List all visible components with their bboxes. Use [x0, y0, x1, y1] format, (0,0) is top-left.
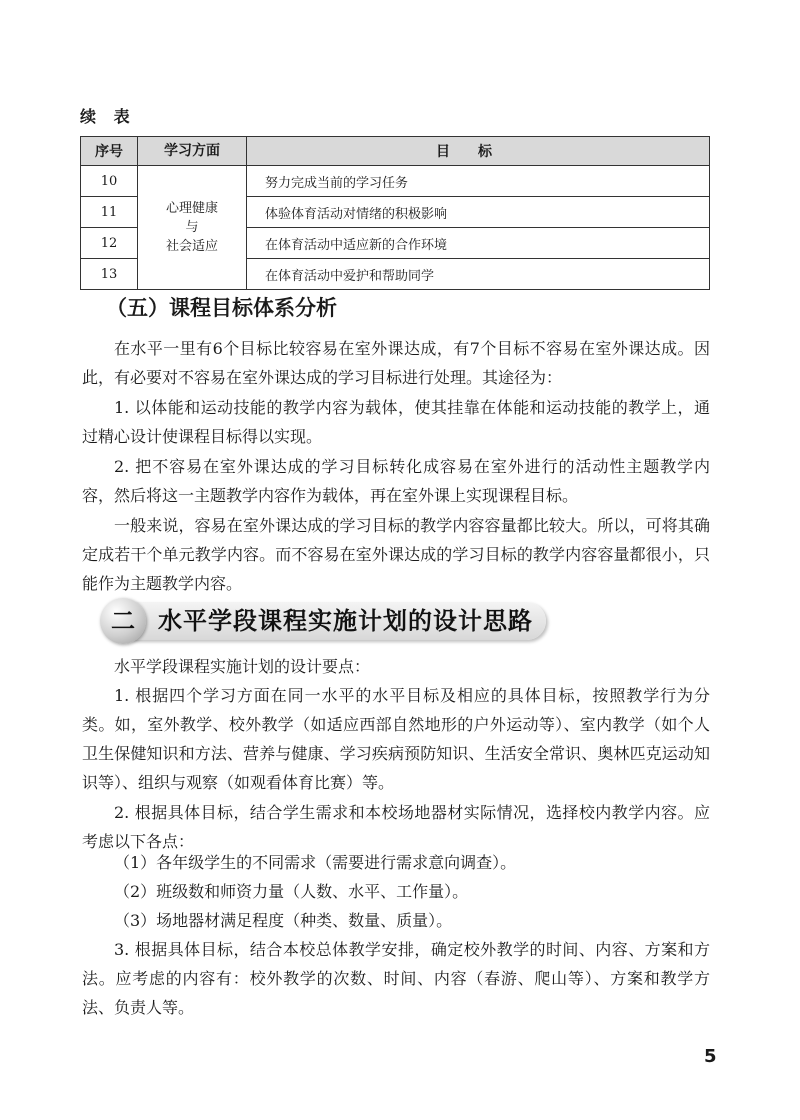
chapter-number: 二 — [100, 598, 146, 644]
paragraph: 1. 根据四个学习方面在同一水平的水平目标及相应的具体目标，按照教学行为分类。如，室外教学、校外教学（如适应西部自然地形的户外运动等）、室内教学（如个人卫生保健知识和方法、营养与健康、学习疾病预防知识、生活安全常识、奥林匹克运动知识等）、组织与观察（如观看体育比赛）等。 — [82, 686, 710, 792]
paragraph: 一般来说，容易在室外课达成的学习目标的教学内容容量都比较大。所以，可将其确定成若干个单元教学内容。而不容易在室外课达成的学习目标的教学内容容量都很小，只能作为主题教学内容。 — [82, 516, 710, 593]
row-number: 13 — [81, 259, 138, 290]
chapter-banner — [100, 598, 550, 644]
paragraph: 1. 以体能和运动技能的教学内容为载体，使其挂靠在体能和运动技能的教学上，通过精心设计使课程目标得以实现。 — [82, 398, 710, 446]
area-line: 心理健康 — [165, 201, 218, 216]
list-item: （2）班级数和师资力量（人数、水平、工作量）。 — [114, 882, 469, 901]
header-number: 序号 — [81, 137, 138, 166]
list-item: （1）各年级学生的不同需求（需要进行需求意向调查）。 — [114, 853, 517, 872]
row-goal: 在体育活动中爱护和帮助同学 — [247, 259, 710, 290]
row-goal: 努力完成当前的学习任务 — [247, 166, 710, 197]
paragraph: 2. 把不容易在室外课达成的学习目标转化成容易在室外进行的活动性主题教学内容，然后将这一主题教学内容作为载体，再在室外课上实现课程目标。 — [82, 457, 710, 505]
chapter-title: 水平学段课程实施计划的设计思路 — [158, 607, 533, 635]
row-number: 12 — [81, 228, 138, 259]
row-number: 11 — [81, 197, 138, 228]
paragraph: 在水平一里有6个目标比较容易在室外课达成，有7个目标不容易在室外课达成。因此，有必要对不容易在室外课达成的学习目标进行处理。其途径为： — [82, 339, 710, 387]
table-caption: 续 表 — [80, 107, 136, 126]
row-goal: 在体育活动中适应新的合作环境 — [247, 228, 710, 259]
row-number: 10 — [81, 166, 138, 197]
table-header-row — [81, 137, 710, 166]
area-line: 与 — [185, 220, 199, 235]
list-item: （3）场地器材满足程度（种类、数量、质量）。 — [114, 911, 453, 930]
paragraph: 水平学段课程实施计划的设计要点： — [114, 657, 371, 676]
paragraph: 2. 根据具体目标，结合学生需求和本校场地器材实际情况，选择校内教学内容。应考虑以下各点： — [82, 803, 710, 851]
paragraph: 3. 根据具体目标，结合本校总体教学安排，确定校外教学的时间、内容、方案和方法。应考虑的内容有：校外教学的次数、时间、内容（春游、爬山等）、方案和教学方法、负责人等。 — [82, 940, 710, 1017]
page-number: 5 — [704, 1046, 717, 1067]
table-row — [81, 166, 710, 197]
section-heading: （五）课程目标体系分析 — [106, 296, 337, 320]
header-goal — [247, 137, 710, 166]
header-area: 学习方面 — [138, 137, 247, 166]
row-goal: 体验体育活动对情绪的积极影响 — [247, 197, 710, 228]
area-line: 社会适应 — [165, 239, 218, 254]
goals-table — [80, 136, 710, 290]
header-goal-label: 目标 — [436, 144, 520, 160]
area-cell — [138, 166, 247, 290]
